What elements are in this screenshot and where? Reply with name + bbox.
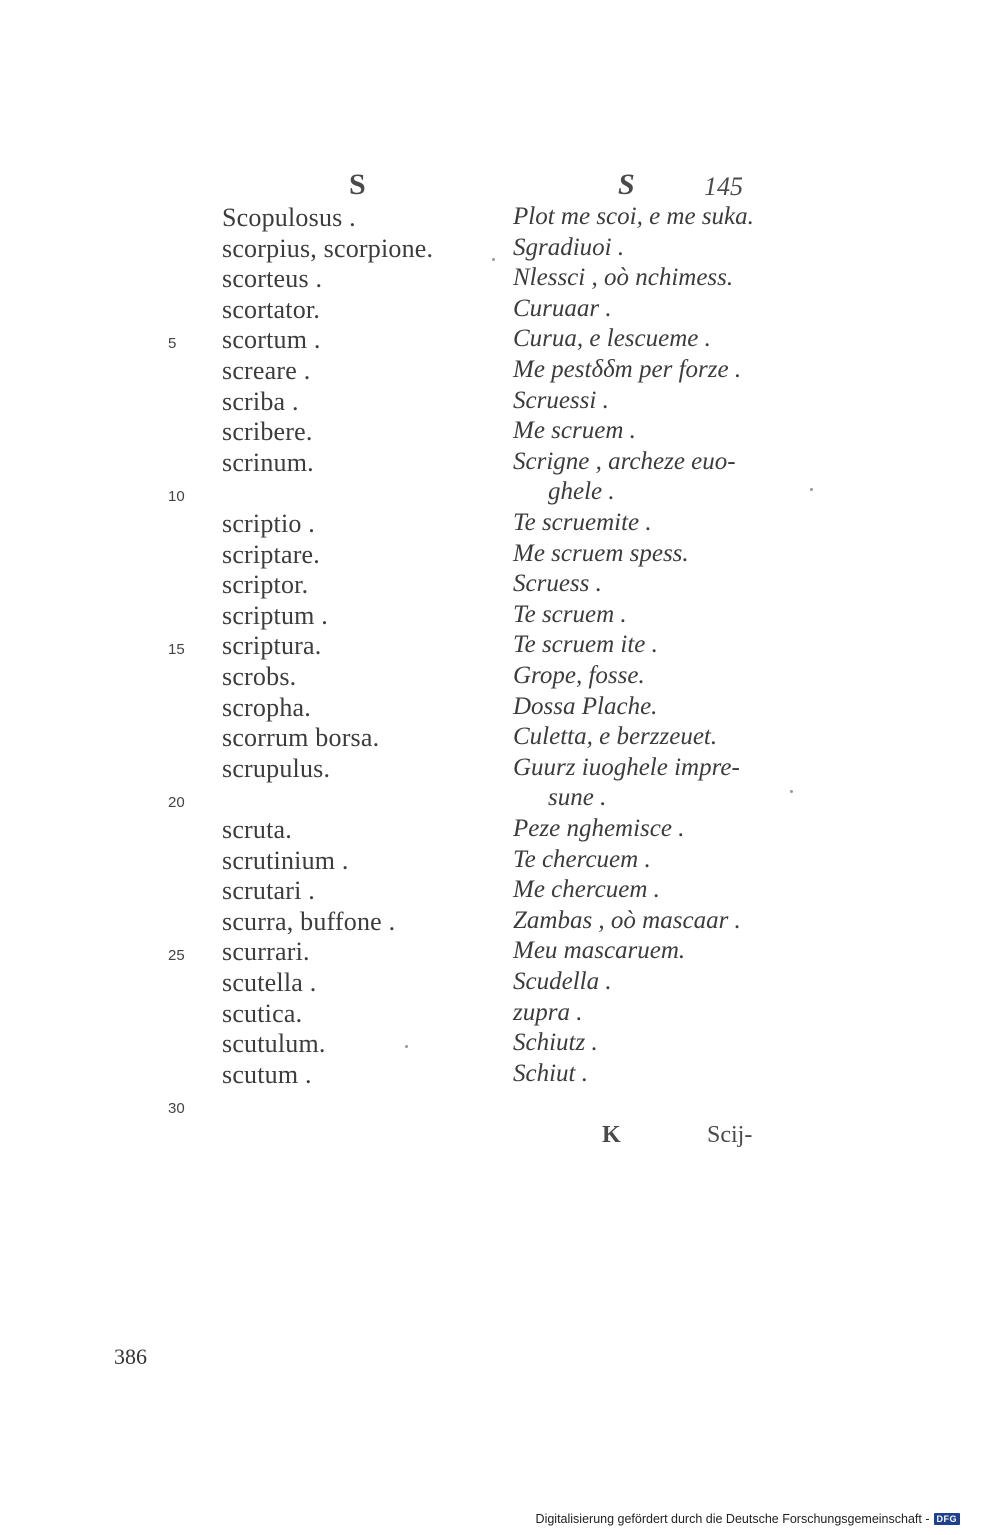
- dictionary-row: [0, 815, 1000, 846]
- albanian-translation: Grope, fosse.: [513, 662, 645, 689]
- line-number: 20: [168, 794, 185, 812]
- albanian-translation: sune .: [548, 784, 607, 812]
- scan-speck: [492, 258, 495, 261]
- line-number: 5: [168, 335, 177, 353]
- scan-speck: [810, 488, 813, 491]
- albanian-translation: Te scruem ite .: [513, 631, 658, 659]
- albanian-translation: Scrigne , archeze euo-: [513, 447, 736, 475]
- latin-headword: scorrum borsa.: [222, 723, 380, 753]
- albanian-translation: Meu mascaruem.: [513, 937, 686, 965]
- albanian-translation: Schiut .: [513, 1059, 588, 1087]
- latin-headword: scribere.: [222, 417, 313, 447]
- albanian-translation: Zambas , oò mascaar .: [513, 906, 741, 934]
- latin-headword: scrinum.: [222, 447, 314, 477]
- albanian-translation: ghele .: [548, 478, 615, 506]
- scan-page-number: 386: [114, 1344, 147, 1369]
- albanian-translation: Te scruem .: [513, 600, 627, 628]
- albanian-translation: Te chercuem .: [513, 845, 651, 873]
- latin-headword: scriptor.: [222, 570, 309, 600]
- albanian-translation: Culetta, e berzzeuet.: [513, 723, 718, 751]
- latin-headword: scrutari .: [222, 876, 315, 906]
- albanian-translation: Me scruem .: [513, 417, 636, 445]
- dictionary-row: [0, 540, 1000, 571]
- latin-headword: scriptum .: [222, 600, 328, 630]
- dictionary-row: [0, 876, 1000, 907]
- dictionary-row: [0, 631, 1000, 662]
- albanian-translation: Sgradiuoi .: [513, 233, 625, 261]
- latin-headword: scutulum.: [222, 1029, 326, 1059]
- latin-headword: scurra, buffone .: [222, 906, 396, 936]
- dictionary-row: [0, 999, 1000, 1030]
- scan-speck: [790, 790, 793, 793]
- albanian-translation: Plot me scoi, e me suka.: [513, 203, 754, 230]
- dictionary-row: [0, 723, 1000, 754]
- dictionary-row: [0, 968, 1000, 999]
- albanian-translation: Me pestδδm per forze .: [513, 356, 742, 383]
- latin-headword: scrupulus.: [222, 753, 331, 783]
- dictionary-row: [0, 387, 1000, 418]
- dictionary-row: [0, 325, 1000, 356]
- dictionary-row: [0, 509, 1000, 540]
- dictionary-row: [0, 937, 1000, 968]
- latin-headword: Scopulosus .: [222, 203, 356, 232]
- dictionary-row: [0, 264, 1000, 295]
- dictionary-row: [0, 693, 1000, 724]
- scan-speck: [405, 1045, 408, 1048]
- latin-headword: scortum .: [222, 325, 321, 355]
- latin-headword: scortator.: [222, 294, 321, 324]
- line-number: 25: [168, 947, 185, 965]
- albanian-translation: Scruess .: [513, 570, 602, 598]
- latin-headword: scorpius, scorpione.: [222, 233, 434, 263]
- albanian-translation: Guurz iuoghele impre-: [513, 753, 740, 781]
- digitization-credit: [536, 1512, 960, 1526]
- albanian-translation: Schiutz .: [513, 1029, 598, 1057]
- dictionary-row: [0, 601, 1000, 632]
- albanian-translation: Nlessci , oò nchimess.: [513, 264, 734, 292]
- line-number: 15: [168, 641, 185, 659]
- dictionary-row: [0, 662, 1000, 693]
- dictionary-row: [0, 784, 1000, 815]
- credit-text: Digitalisierung gefördert durch die Deutsche Forschungsgemeinschaft -: [535, 1512, 930, 1526]
- latin-headword: scriptio .: [222, 509, 315, 538]
- header-page-number: 145: [704, 172, 743, 201]
- signature-mark: K: [602, 1122, 621, 1148]
- dictionary-row: [0, 1060, 1000, 1091]
- latin-headword: scrutinium .: [222, 845, 349, 875]
- latin-headword: scriptare.: [222, 539, 321, 569]
- albanian-translation: Te scruemite .: [513, 509, 652, 536]
- dictionary-row: [0, 754, 1000, 785]
- dictionary-row: [0, 203, 1000, 234]
- dictionary-row: [0, 907, 1000, 938]
- dictionary-row: [0, 295, 1000, 326]
- latin-headword: scorteus .: [222, 264, 323, 294]
- catchword: Scij-: [707, 1122, 753, 1148]
- dictionary-row: [0, 448, 1000, 479]
- header-right-letter: S: [618, 168, 635, 201]
- dictionary-row: [0, 846, 1000, 877]
- latin-headword: scruta.: [222, 815, 292, 844]
- latin-headword: screare .: [222, 356, 311, 385]
- latin-headword: scurrari.: [222, 937, 310, 967]
- latin-headword: scriptura.: [222, 631, 322, 661]
- latin-headword: scutica.: [222, 998, 303, 1028]
- dictionary-row: [0, 478, 1000, 509]
- albanian-translation: Curuaar .: [513, 294, 612, 322]
- dictionary-row: [0, 234, 1000, 265]
- dictionary-row: [0, 1090, 1000, 1121]
- latin-headword: scropha.: [222, 692, 311, 722]
- albanian-translation: Scudella .: [513, 968, 612, 995]
- albanian-translation: zupra .: [513, 998, 583, 1026]
- latin-headword: scutum .: [222, 1059, 312, 1089]
- header-left-letter: S: [349, 168, 366, 201]
- dictionary-row: [0, 356, 1000, 387]
- dictionary-row: [0, 1029, 1000, 1060]
- albanian-translation: Curua, e lescueme .: [513, 325, 711, 353]
- albanian-translation: Scruessi .: [513, 386, 609, 414]
- dictionary-row: [0, 570, 1000, 601]
- albanian-translation: Dossa Plache.: [513, 692, 658, 720]
- latin-headword: scrobs.: [222, 662, 297, 691]
- albanian-translation: Me scruem spess.: [513, 539, 689, 567]
- line-number: 30: [168, 1100, 185, 1118]
- latin-headword: scutella .: [222, 968, 317, 997]
- dfg-logo-icon: DFG: [934, 1513, 961, 1525]
- dictionary-row: [0, 417, 1000, 448]
- latin-headword: scriba .: [222, 386, 299, 416]
- albanian-translation: Me chercuem .: [513, 876, 660, 904]
- line-number: 10: [168, 488, 185, 506]
- albanian-translation: Peze nghemisce .: [513, 815, 685, 842]
